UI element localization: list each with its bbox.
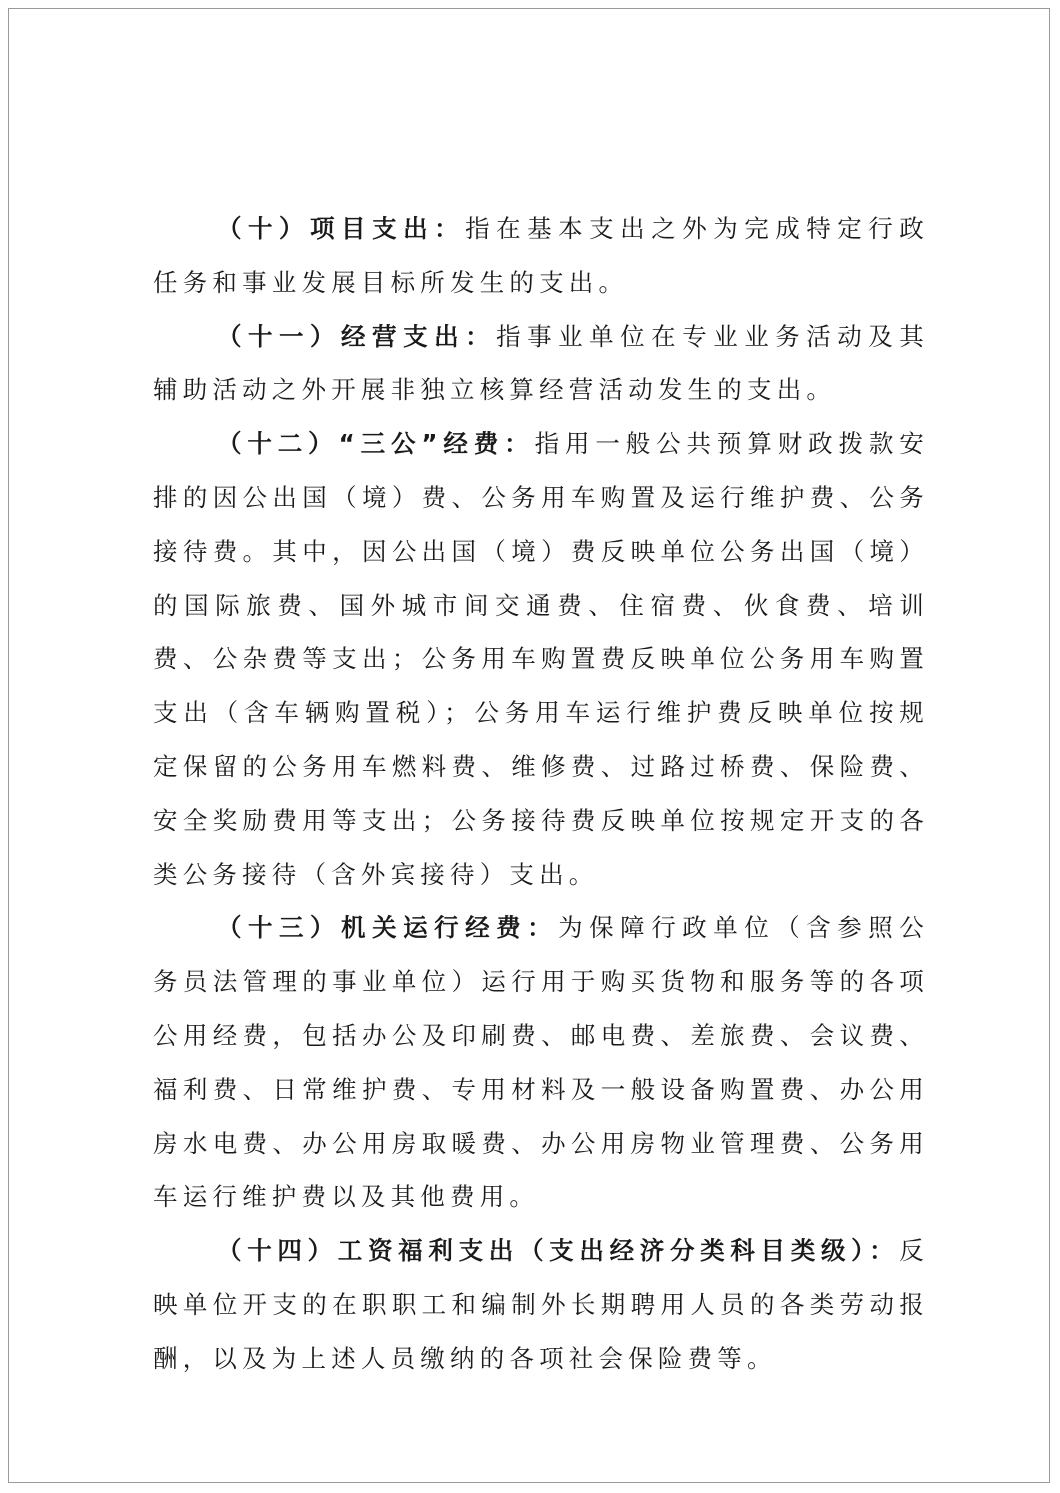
paragraph-operating-expenditure bbox=[153, 310, 929, 418]
paragraph-text: 为保障行政单位（含参照公务员法管理的事业单位）运行用于购买货物和服务等的各项公用经费，包括办公及印刷费、邮电费、差旅费、会议费、福利费、日常维护费、专用材料及一般设备购置费、办公用房水电费、办公用房取暖费、办公用房物业管理费、公务用车运行维护费以及其他费用。 bbox=[153, 913, 930, 1212]
paragraph-text: 指事业单位在专业业务活动及其辅助活动之外开展非独立核算经营活动发生的支出。 bbox=[153, 321, 929, 405]
paragraph-heading: （十二）“三公”经费： bbox=[217, 429, 535, 459]
paragraph-heading: （十）项目支出： bbox=[217, 214, 466, 243]
document-page bbox=[8, 8, 1050, 1483]
paragraph-wage-welfare-expenditure bbox=[153, 1224, 929, 1385]
paragraph-three-public-expenses bbox=[153, 417, 929, 901]
paragraph-text: 指在基本支出之外为完成特定行政任务和事业发展目标所发生的支出。 bbox=[153, 214, 929, 297]
paragraph-heading: （十四）工资福利支出（支出经济分类科目类级）： bbox=[217, 1236, 900, 1266]
paragraph-agency-operating-funds bbox=[153, 901, 929, 1224]
document-body bbox=[153, 202, 929, 1386]
paragraph-project-expenditure bbox=[153, 202, 929, 310]
paragraph-text: 指用一般公共预算财政拨款安排的因公出国（境）费、公务用车购置及运行维护费、公务接待费。其中，因公出国（境）费反映单位公务出国（境）的国际旅费、国外城市间交通费、住宿费、伙食费、培训费、公杂费等支出；公务用车购置费反映单位公务用车购置支出（含车辆购置税）；公务用车运行维护费反映单位按规定保留的公务用车燃料费、维修费、过路过桥费、保险费、安全奖励费用等支出；公务接待费反映单位按规定开支的各类公务接待（含外宾接待）支出。 bbox=[153, 429, 930, 889]
paragraph-heading: （十三）机关运行经费： bbox=[217, 913, 559, 943]
paragraph-heading: （十一）经营支出： bbox=[217, 321, 497, 351]
paragraph-text: 反映单位开支的在职职工和编制外长期聘用人员的各类劳动报酬，以及为上述人员缴纳的各项社会保险费等。 bbox=[153, 1236, 929, 1373]
